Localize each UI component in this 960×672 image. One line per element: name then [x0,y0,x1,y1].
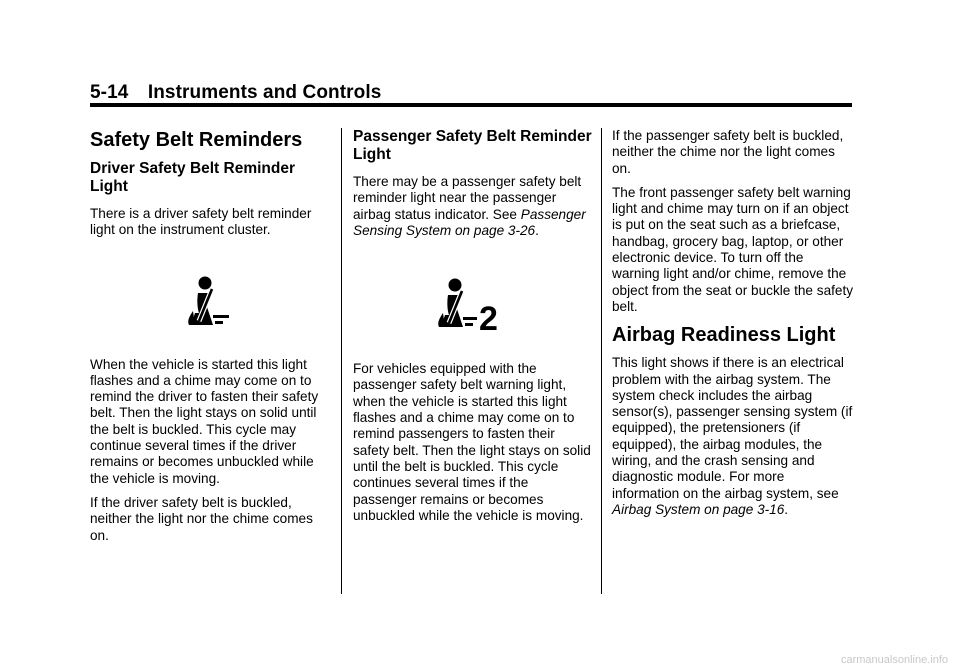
header-rule [90,103,852,107]
page-header [90,82,381,104]
column-1 [90,128,330,552]
paragraph: For vehicles equipped with the passenger safety belt warning light, when the vehicle is started this light flashes and a chime may come on to remind passengers to fasten their safety belt. Then the light stays on solid until the belt is buckled. This cycle continues several times if the passenger remains or becomes unbuckled while the vehicle is moving. [353,361,591,523]
passenger-seatbelt-icon-container [353,277,593,333]
watermark: carmanualsonline.info [840,654,948,666]
cross-reference: Airbag System on page 3-16 [612,501,785,517]
page-number: 5-14 [90,82,129,103]
paragraph: There may be a passenger safety belt reminder light near the passenger airbag status indicator. See Passenger Sensing System on page 3-26. [353,174,586,238]
seatbelt-icon [185,275,235,327]
paragraph: There is a driver safety belt reminder light on the instrument cluster. [90,206,312,238]
paragraph: The front passenger safety belt warning light and chime may turn on if an object is put on the seat such as a briefcase, handbag, grocery bag, laptop, or other electronic device. To turn off the warning light and/or chime, remove the object from the seat or buckle the safety belt. [612,184,854,314]
section-title: Instruments and Controls [147,82,382,103]
seatbelt-icon-container [90,275,330,327]
passenger-seatbelt-icon [433,277,513,333]
paragraph: This light shows if there is an electrical problem with the airbag system. The system check includes the airbag sensor(s), passenger sensing system (if equipped), the pretensioners (if equipped), the airbag modules, the wiring, and the crash sensing and diagnostic module. For more information on the airbag system, see Airbag System on page 3-16. [612,355,853,517]
column-2 [353,128,593,532]
passenger-reminder-heading: Passenger Safety Belt Reminder Light [353,128,592,163]
column-divider-1 [341,128,342,594]
section-heading: Safety Belt Reminders [90,129,303,151]
column-3 [612,128,854,526]
cross-reference: Passenger Sensing System on page 3-26 [353,206,586,238]
column-divider-2 [601,128,602,594]
driver-reminder-heading: Driver Safety Belt Reminder Light [90,160,296,195]
paragraph: When the vehicle is started this light flashes and a chime may come on to remind the driver to fasten their safety belt. Then the light stays on solid until the belt is buckled. This cycle may continue several times if the driver remains or becomes unbuckled while the vehicle is moving. [90,356,319,486]
paragraph: If the driver safety belt is buckled, neither the light nor the chime comes on. [90,494,313,543]
paragraph: If the passenger safety belt is buckled, neither the chime nor the light comes on. [612,128,844,176]
passenger-number: 2 [479,300,498,334]
airbag-heading: Airbag Readiness Light [612,324,836,347]
